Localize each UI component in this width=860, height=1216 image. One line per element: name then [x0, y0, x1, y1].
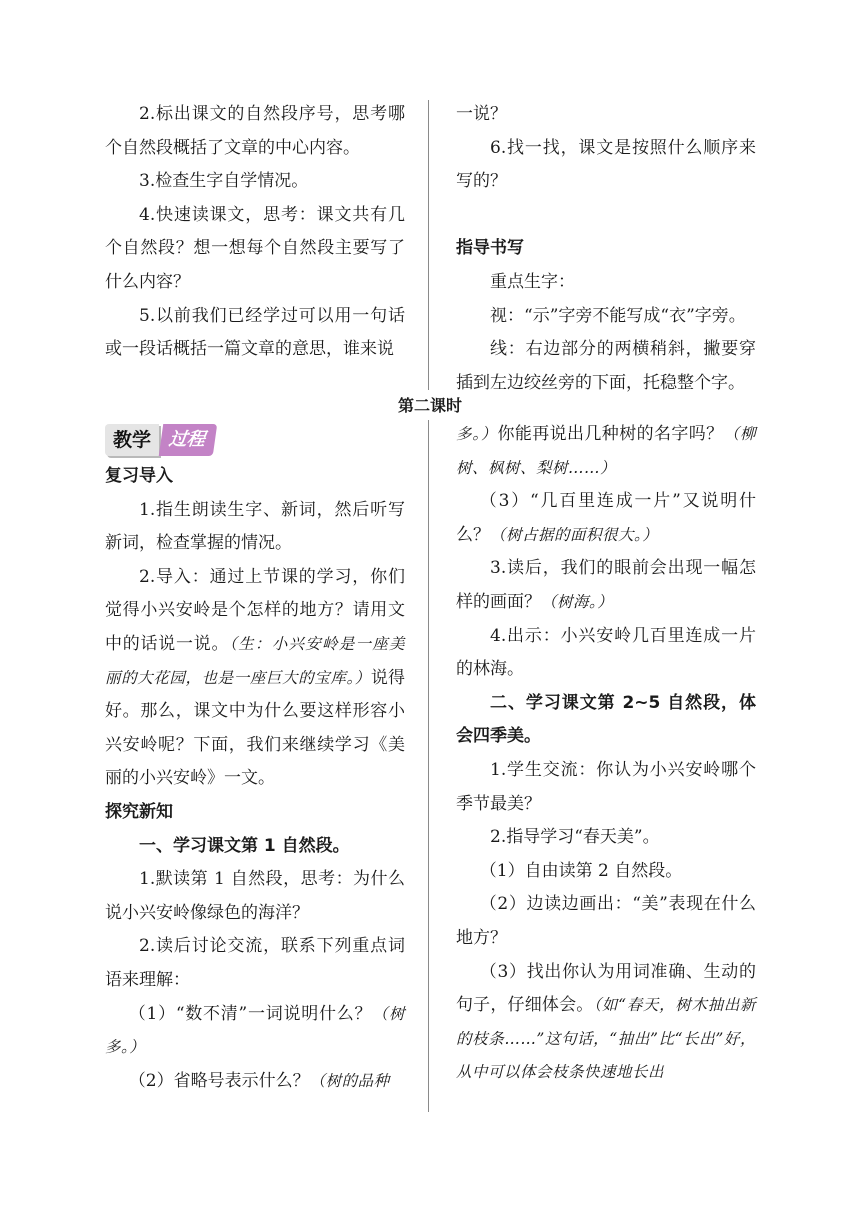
paragraph: 6.找一找，课文是按照什么顺序来写的？	[456, 137, 756, 192]
paragraph: （3）找出你认为用词准确、生动的句子，仔细体会。（如“春天，树木抽出新的枝条……”这句话，“抽出”比“长出”好，从中可以体会枝条快速地长出	[456, 961, 756, 1082]
paragraph: （3）“几百里连成一片”又说明什么？（树占据的面积很大。）	[456, 491, 756, 545]
paragraph: （2）省略号表示什么？（树的品种	[128, 1070, 390, 1091]
column-divider-top	[428, 100, 429, 390]
paragraph: 4.出示：小兴安岭几百里连成一片的林海。	[456, 625, 756, 680]
subheading: 一、学习课文第 1 自然段。	[139, 835, 350, 856]
paragraph: （1）自由读第 2 自然段。	[479, 860, 683, 881]
annotation: （树的品种	[309, 1071, 390, 1090]
paragraph: 线：右边部分的两横稍斜，撇要穿插到左边绞丝旁的下面，托稳整个字。	[456, 339, 756, 393]
annotation: （树海。）	[541, 592, 614, 611]
teaching-process-badge	[105, 424, 215, 456]
annotation: （柳树、枫树、梨树……）	[456, 425, 756, 477]
paragraph: 2.读后讨论交流，联系下列重点词语来理解：	[105, 936, 405, 990]
annotation: （树占据的面积很大。）	[490, 525, 659, 544]
badge-right: 过程	[159, 424, 217, 456]
annotation: （如“春天，树木抽出新的枝条……”这句话，“抽出”比“长出”好，从中可以体会枝条快速地长出	[456, 996, 756, 1082]
annotation: （树多。）	[105, 1004, 405, 1057]
annotation: 多。）	[456, 425, 498, 443]
badge-left: 教学	[105, 424, 159, 456]
paragraph: 视：“示”字旁不能写成“衣”字旁。	[490, 305, 746, 326]
paragraph: （2）边读边画出：“美”表现在什么地方？	[456, 894, 756, 948]
paragraph: 2.标出课文的自然段序号，思考哪个自然段概括了文章的中心内容。	[105, 104, 405, 158]
review-heading: 复习导入	[105, 466, 173, 486]
explore-heading: 探究新知	[105, 801, 173, 822]
paragraph: 重点生字：	[490, 271, 575, 292]
paragraph: 1.指生朗读生字、新词，然后听写新词，检查掌握的情况。	[105, 499, 405, 554]
paragraph: 3.检查生字自学情况。	[139, 171, 309, 192]
paragraph: （1）“数不清”一词说明什么？（树多。）	[105, 1003, 405, 1057]
section-title: 第二课时	[397, 396, 462, 415]
paragraph: 1.默读第 1 自然段，思考：为什么说小兴安岭像绿色的海洋？	[105, 869, 405, 923]
paragraph: 2.指导学习“春天美”。	[490, 827, 660, 848]
bottom-left-column	[105, 460, 405, 1098]
paragraph: 一说？	[456, 104, 507, 124]
top-right-column	[456, 98, 756, 400]
writing-guide-heading: 指导书写	[456, 238, 524, 259]
paragraph: 1.学生交流：你认为小兴安岭哪个季节最美？	[456, 759, 756, 814]
paragraph: 多。）你能再说出几种树的名字吗？（柳树、枫树、梨树……）	[456, 424, 756, 477]
blank-line	[456, 199, 756, 233]
paragraph: 5.以前我们已经学过可以用一句话或一段话概括一篇文章的意思，谁来说	[105, 305, 405, 360]
subheading: 二、学习课文第 2~5 自然段，体会四季美。	[456, 692, 756, 747]
paragraph: 4.快速读课文，思考：课文共有几个自然段？想一想每个自然段主要写了什么内容？	[105, 204, 405, 292]
paragraph: 2.导入：通过上节课的学习，你们觉得小兴安岭是个怎样的地方？请用文中的话说一说。（生：小兴安岭是一座美丽的大花园，也是一座巨大的宝库。）说得好。那么，课文中为什么要这样形容小兴安岭呢？下面，我们来继续学习《美丽的小兴安岭》一文。	[105, 566, 405, 789]
bottom-right-column	[456, 418, 756, 1090]
paragraph: 3.读后，我们的眼前会出现一幅怎样的画面？（树海。）	[456, 558, 756, 612]
top-left-column	[105, 98, 405, 367]
column-divider-bottom	[428, 420, 429, 1112]
annotation: （生：小兴安岭是一座美丽的大花园，也是一座巨大的宝库。）	[105, 634, 405, 687]
